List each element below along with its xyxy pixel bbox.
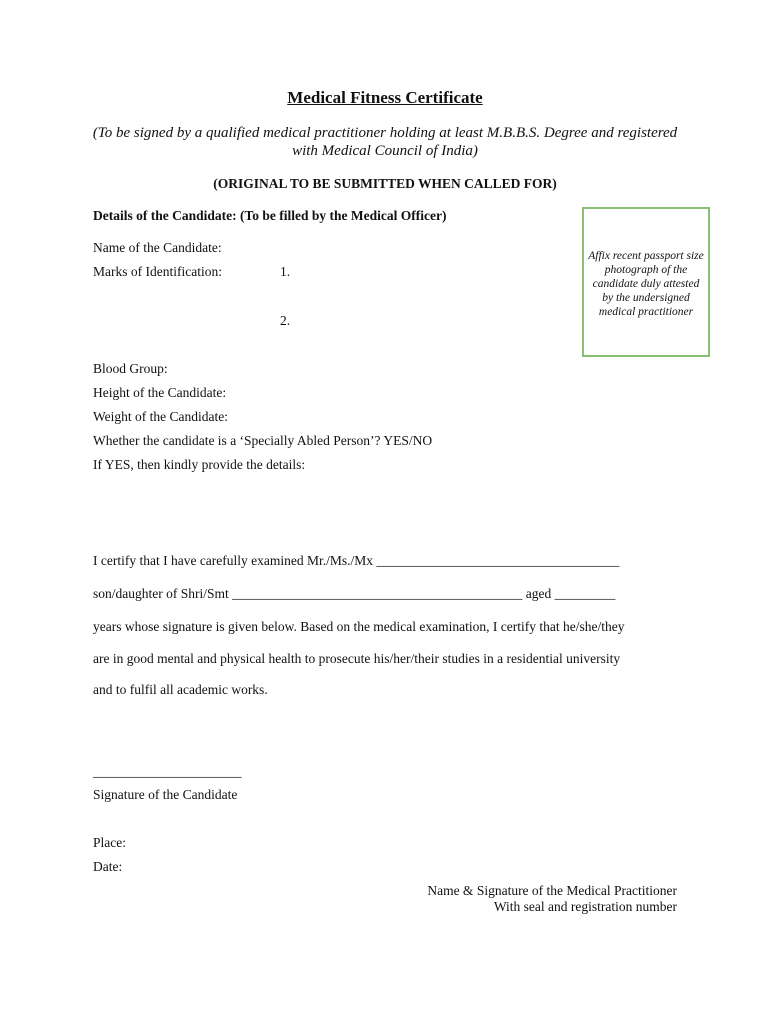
candidate-signature-label: Signature of the Candidate <box>93 787 238 802</box>
marks-label: Marks of Identification: <box>93 264 222 279</box>
certification-line-1: I certify that I have carefully examined Mr./Ms./Mx ____________________________________ <box>93 553 620 568</box>
page-title: Medical Fitness Certificate <box>287 88 483 107</box>
height-label: Height of the Candidate: <box>93 385 227 400</box>
date-label: Date: <box>93 859 123 874</box>
specially-abled-question: Whether the candidate is a ‘Specially Abled Person’? YES/NO <box>93 433 433 448</box>
name-label: Name of the Candidate: <box>93 240 222 255</box>
details-heading: Details of the Candidate: (To be filled by the Medical Officer) <box>93 208 447 223</box>
place-label: Place: <box>93 835 126 850</box>
certification-line-4: are in good mental and physical health to prosecute his/her/their studies in a residential university <box>93 651 621 666</box>
blood-group-label: Blood Group: <box>93 361 168 376</box>
subtitle: (To be signed by a qualified medical practitioner holding at least M.B.B.S. Degree and registered with Medical Council of India) <box>92 125 678 159</box>
certification-line-2: son/daughter of Shri/Smt ___________________________________________ aged _________ <box>93 586 616 601</box>
photo-instruction: Affix recent passport size photograph of the candidate duly attested by the undersigned medical practitioner <box>588 250 704 318</box>
photo-box <box>582 207 710 357</box>
practitioner-seal-label: With seal and registration number <box>493 899 677 914</box>
original-note: (ORIGINAL TO BE SUBMITTED WHEN CALLED FOR) <box>213 176 557 191</box>
mark-2-label: 2. <box>280 313 291 328</box>
weight-label: Weight of the Candidate: <box>93 409 228 424</box>
if-yes-details-label: If YES, then kindly provide the details: <box>93 457 306 472</box>
certification-line-3: years whose signature is given below. Based on the medical examination, I certify that he/she/they <box>93 619 625 634</box>
certification-line-5: and to fulfil all academic works. <box>93 682 268 697</box>
mark-1-label: 1. <box>280 264 291 279</box>
practitioner-signature-label: Name & Signature of the Medical Practitioner <box>427 883 677 898</box>
candidate-signature-line: ______________________ <box>93 764 242 779</box>
